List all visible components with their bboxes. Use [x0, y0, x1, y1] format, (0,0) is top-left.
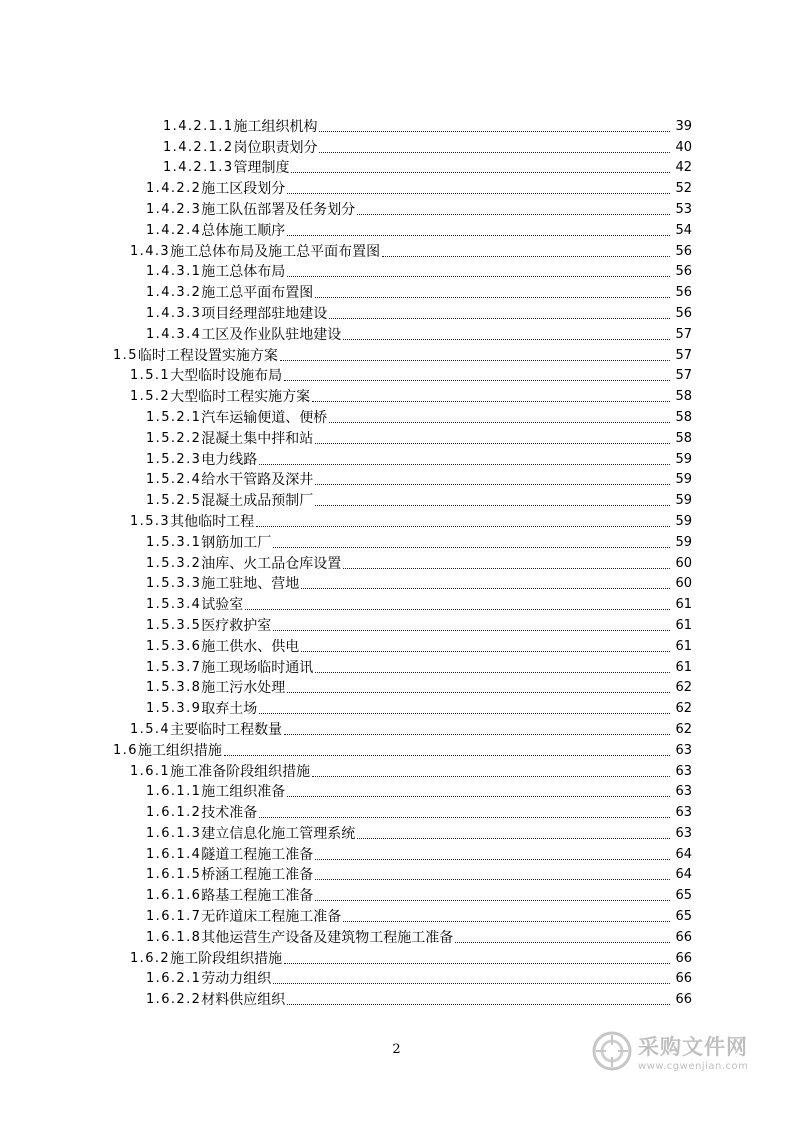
toc-entry[interactable] [0, 135, 793, 156]
toc-entry[interactable] [0, 156, 793, 177]
toc-entry-page: 63 [675, 784, 692, 800]
toc-entry-number: 1.5.3.9 [146, 701, 202, 717]
toc-entry[interactable] [0, 530, 793, 551]
toc-entry-title: 医疗救护室 [201, 617, 272, 634]
toc-entry-number: 1.6.2.2 [146, 992, 202, 1008]
watermark [592, 1026, 752, 1076]
toc-entry-page: 65 [675, 888, 692, 904]
toc-dot-leader [287, 276, 670, 277]
toc-entry-number: 1.4.2.3 [146, 201, 202, 217]
toc-entry-number: 1.5.4 [130, 721, 171, 737]
toc-dot-leader [287, 796, 670, 797]
toc-entry[interactable] [0, 780, 793, 801]
toc-entry-number: 1.4.2.2 [146, 181, 202, 197]
toc-entry-title: 大型临时设施布局 [170, 368, 283, 385]
toc-entry-page: 63 [675, 805, 692, 821]
toc-entry[interactable] [0, 280, 793, 301]
toc-entry-title: 大型临时工程实施方案 [170, 389, 311, 406]
toc-entry-number: 1.6.1.5 [146, 867, 202, 883]
toc-entry-title: 施工总体布局及施工总平面布置图 [170, 243, 381, 260]
toc-entry-number: 1.5.1 [130, 368, 171, 384]
toc-dot-leader [319, 131, 670, 132]
toc-entry-page: 56 [675, 305, 692, 321]
toc-entry-number: 1.6 [113, 742, 138, 758]
toc-dot-leader [343, 568, 670, 569]
toc-entry-number: 1.5.2.3 [146, 451, 202, 467]
toc-entry-number: 1.5.2.1 [146, 409, 202, 425]
toc-entry-title: 其他临时工程 [170, 513, 255, 530]
toc-entry[interactable] [0, 613, 793, 634]
toc-entry[interactable] [0, 405, 793, 426]
toc-entry[interactable] [0, 239, 793, 260]
toc-entry-number: 1.6.1.1 [146, 784, 202, 800]
toc-dot-leader [256, 526, 670, 527]
toc-entry-number: 1.6.2.1 [146, 971, 202, 987]
toc-entry-page: 58 [675, 430, 692, 446]
toc-entry-number: 1.5.2 [130, 389, 171, 405]
toc-entry-title: 施工供水、供电 [201, 638, 300, 655]
toc-entry-title: 汽车运输便道、便桥 [201, 409, 328, 426]
toc-dot-leader [301, 588, 670, 589]
toc-entry-page: 53 [675, 201, 692, 217]
toc-entry-page: 62 [675, 721, 692, 737]
toc-entry[interactable] [0, 800, 793, 821]
toc-entry-title: 施工阶段组织措施 [170, 950, 283, 967]
toc-entry-page: 56 [675, 285, 692, 301]
toc-entry-title: 钢筋加工厂 [201, 534, 272, 551]
toc-dot-leader [224, 755, 670, 756]
toc-dot-leader [284, 380, 670, 381]
toc-entry-number: 1.4.3 [130, 243, 171, 259]
toc-entry-number: 1.5.3.4 [146, 597, 202, 613]
toc-entry-page: 63 [675, 763, 692, 779]
toc-entry[interactable] [0, 821, 793, 842]
toc-entry-title: 给水干管路及深井 [201, 472, 314, 489]
toc-dot-leader [315, 484, 670, 485]
cgwenjian-logo-icon [592, 1031, 632, 1071]
toc-dot-leader [315, 879, 670, 880]
toc-dot-leader [273, 547, 670, 548]
toc-entry-title: 项目经理部驻地建设 [201, 305, 328, 322]
toc-dot-leader [315, 297, 670, 298]
toc-entry[interactable] [0, 967, 793, 988]
toc-entry-page: 66 [675, 971, 692, 987]
toc-dot-leader [273, 983, 670, 984]
toc-entry-title: 建立信息化施工管理系统 [201, 825, 356, 842]
toc-entry-page: 58 [675, 409, 692, 425]
toc-entry-page: 66 [675, 929, 692, 945]
toc-entry-page: 58 [675, 389, 692, 405]
toc-entry-title: 隧道工程施工准备 [201, 846, 314, 863]
toc-entry[interactable] [0, 260, 793, 281]
toc-entry-page: 59 [675, 451, 692, 467]
toc-entry[interactable] [0, 197, 793, 218]
toc-entry-title: 技术准备 [201, 805, 258, 822]
table-of-contents [0, 114, 793, 1008]
toc-entry-title: 施工组织措施 [137, 742, 222, 759]
toc-entry-title: 施工组织准备 [201, 784, 286, 801]
toc-entry-page: 54 [675, 222, 692, 238]
toc-entry-number: 1.5 [113, 347, 138, 363]
toc-entry-title: 临时工程设置实施方案 [137, 347, 278, 364]
toc-dot-leader [287, 193, 670, 194]
toc-entry-page: 60 [675, 555, 692, 571]
toc-entry-page: 40 [675, 139, 692, 155]
toc-dot-leader [357, 838, 670, 839]
watermark-url: www.cgwenjian.com [638, 1060, 749, 1072]
toc-entry[interactable] [0, 696, 793, 717]
page-number: 2 [392, 1042, 401, 1057]
toc-entry-number: 1.5.3.2 [146, 555, 202, 571]
toc-entry-title: 施工组织机构 [233, 118, 318, 135]
toc-entry[interactable] [0, 426, 793, 447]
toc-entry-title: 施工队伍部署及任务划分 [201, 201, 356, 218]
toc-dot-leader [319, 152, 670, 153]
toc-entry-page: 61 [675, 617, 692, 633]
toc-entry-page: 64 [675, 846, 692, 862]
toc-entry-number: 1.5.2.5 [146, 493, 202, 509]
toc-entry-number: 1.6.1.7 [146, 909, 202, 925]
toc-dot-leader [291, 172, 670, 173]
toc-entry[interactable] [0, 842, 793, 863]
toc-dot-leader [245, 609, 670, 610]
toc-entry-page: 63 [675, 825, 692, 841]
toc-entry-number: 1.4.2.1.2 [163, 139, 234, 155]
toc-entry-title: 施工区段划分 [201, 181, 286, 198]
toc-entry[interactable] [0, 343, 793, 364]
toc-entry-title: 施工总体布局 [201, 264, 286, 281]
toc-entry[interactable] [0, 364, 793, 385]
toc-entry-number: 1.5.3.1 [146, 534, 202, 550]
toc-dot-leader [343, 921, 670, 922]
toc-dot-leader [382, 256, 670, 257]
toc-entry[interactable] [0, 488, 793, 509]
toc-entry-title: 施工现场临时通讯 [201, 659, 314, 676]
watermark-name: 采购文件网 [638, 1034, 748, 1059]
toc-entry-title: 施工准备阶段组织措施 [170, 763, 311, 780]
toc-entry-number: 1.6.2 [130, 950, 171, 966]
toc-entry[interactable] [0, 863, 793, 884]
toc-entry-page: 61 [675, 659, 692, 675]
toc-entry-page: 39 [675, 118, 692, 134]
toc-dot-leader [312, 401, 670, 402]
toc-dot-leader [287, 692, 670, 693]
toc-entry[interactable] [0, 987, 793, 1008]
toc-entry[interactable] [0, 717, 793, 738]
toc-entry-title: 混凝土成品预制厂 [201, 493, 314, 510]
toc-dot-leader [280, 360, 670, 361]
toc-entry[interactable] [0, 301, 793, 322]
toc-entry[interactable] [0, 468, 793, 489]
toc-entry-title: 无砟道床工程施工准备 [201, 909, 342, 926]
toc-entry-page: 42 [675, 160, 692, 176]
toc-entry-number: 1.4.3.1 [146, 264, 202, 280]
toc-dot-leader [315, 505, 670, 506]
toc-entry[interactable] [0, 592, 793, 613]
toc-entry-number: 1.6.1.6 [146, 888, 202, 904]
toc-entry[interactable] [0, 218, 793, 239]
toc-entry-title: 主要临时工程数量 [170, 721, 283, 738]
toc-dot-leader [287, 1004, 670, 1005]
toc-entry[interactable] [0, 322, 793, 343]
toc-dot-leader [455, 942, 670, 943]
toc-entry[interactable] [0, 925, 793, 946]
toc-dot-leader [315, 443, 670, 444]
toc-entry-number: 1.4.2.1.1 [163, 118, 234, 134]
toc-dot-leader [329, 422, 670, 423]
toc-entry[interactable] [0, 634, 793, 655]
toc-entry-number: 1.6.1.8 [146, 929, 202, 945]
toc-entry-number: 1.5.3.6 [146, 638, 202, 654]
toc-dot-leader [312, 776, 670, 777]
toc-entry-number: 1.4.2.1.3 [163, 160, 234, 176]
toc-entry-page: 61 [675, 638, 692, 654]
toc-entry-title: 路基工程施工准备 [201, 888, 314, 905]
toc-entry-page: 60 [675, 576, 692, 592]
toc-entry[interactable] [0, 676, 793, 697]
toc-entry-page: 59 [675, 493, 692, 509]
toc-entry-page: 66 [675, 992, 692, 1008]
toc-entry-number: 1.5.3.7 [146, 659, 202, 675]
toc-entry-number: 1.5.3.5 [146, 617, 202, 633]
toc-entry[interactable] [0, 447, 793, 468]
toc-entry-page: 56 [675, 243, 692, 259]
toc-entry[interactable] [0, 384, 793, 405]
toc-entry-title: 电力线路 [201, 451, 258, 468]
toc-entry[interactable] [0, 509, 793, 530]
toc-dot-leader [259, 817, 670, 818]
toc-entry-number: 1.4.3.4 [146, 326, 202, 342]
toc-entry-page: 56 [675, 264, 692, 280]
toc-entry[interactable] [0, 904, 793, 925]
toc-entry-page: 61 [675, 597, 692, 613]
toc-entry-number: 1.5.3.3 [146, 576, 202, 592]
toc-entry-page: 63 [675, 742, 692, 758]
toc-entry-title: 劳动力组织 [201, 971, 272, 988]
toc-entry-title: 岗位职责划分 [233, 139, 318, 156]
toc-entry-page: 65 [675, 909, 692, 925]
toc-dot-leader [315, 672, 670, 673]
toc-entry[interactable] [0, 551, 793, 572]
toc-entry[interactable] [0, 738, 793, 759]
toc-entry-page: 59 [675, 534, 692, 550]
toc-entry-title: 工区及作业队驻地建设 [201, 326, 342, 343]
toc-entry-title: 施工污水处理 [201, 680, 286, 697]
toc-entry-number: 1.6.1.2 [146, 805, 202, 821]
toc-entry-title: 施工驻地、营地 [201, 576, 300, 593]
toc-dot-leader [329, 318, 670, 319]
toc-entry-page: 62 [675, 680, 692, 696]
toc-entry[interactable] [0, 946, 793, 967]
toc-entry-number: 1.5.3.8 [146, 680, 202, 696]
toc-dot-leader [287, 235, 670, 236]
toc-entry-title: 总体施工顺序 [201, 222, 286, 239]
toc-entry-number: 1.6.1.3 [146, 825, 202, 841]
toc-dot-leader [284, 734, 670, 735]
toc-entry-number: 1.4.3.3 [146, 305, 202, 321]
toc-dot-leader [315, 900, 670, 901]
toc-dot-leader [357, 214, 670, 215]
toc-entry[interactable] [0, 883, 793, 904]
toc-entry-page: 52 [675, 181, 692, 197]
toc-entry-title: 试验室 [201, 597, 244, 614]
toc-dot-leader [315, 859, 670, 860]
toc-entry-number: 1.5.3 [130, 513, 171, 529]
toc-entry-title: 油库、火工品仓库设置 [201, 555, 342, 572]
toc-entry[interactable] [0, 759, 793, 780]
toc-entry-page: 64 [675, 867, 692, 883]
toc-entry-number: 1.4.3.2 [146, 285, 202, 301]
toc-entry-title: 取弃土场 [201, 701, 258, 718]
toc-entry-page: 57 [675, 326, 692, 342]
toc-entry[interactable] [0, 572, 793, 593]
toc-entry-title: 管理制度 [233, 160, 290, 177]
toc-entry-title: 施工总平面布置图 [201, 285, 314, 302]
toc-entry-number: 1.6.1 [130, 763, 171, 779]
toc-entry-page: 57 [675, 368, 692, 384]
toc-dot-leader [284, 963, 670, 964]
toc-entry[interactable] [0, 114, 793, 135]
toc-entry-number: 1.5.2.2 [146, 430, 202, 446]
toc-entry[interactable] [0, 655, 793, 676]
toc-dot-leader [343, 339, 670, 340]
toc-dot-leader [301, 651, 670, 652]
toc-entry-page: 59 [675, 513, 692, 529]
toc-entry-title: 材料供应组织 [201, 992, 286, 1009]
toc-entry-page: 59 [675, 472, 692, 488]
toc-dot-leader [273, 630, 670, 631]
toc-entry-title: 桥涵工程施工准备 [201, 867, 314, 884]
toc-dot-leader [259, 464, 670, 465]
toc-entry-title: 混凝土集中拌和站 [201, 430, 314, 447]
toc-entry-title: 其他运营生产设备及建筑物工程施工准备 [201, 929, 454, 946]
toc-entry-number: 1.6.1.4 [146, 846, 202, 862]
toc-entry-number: 1.4.2.4 [146, 222, 202, 238]
toc-entry-page: 62 [675, 701, 692, 717]
toc-dot-leader [259, 713, 670, 714]
toc-entry-page: 57 [675, 347, 692, 363]
toc-entry[interactable] [0, 176, 793, 197]
toc-entry-page: 66 [675, 950, 692, 966]
toc-entry-number: 1.5.2.4 [146, 472, 202, 488]
